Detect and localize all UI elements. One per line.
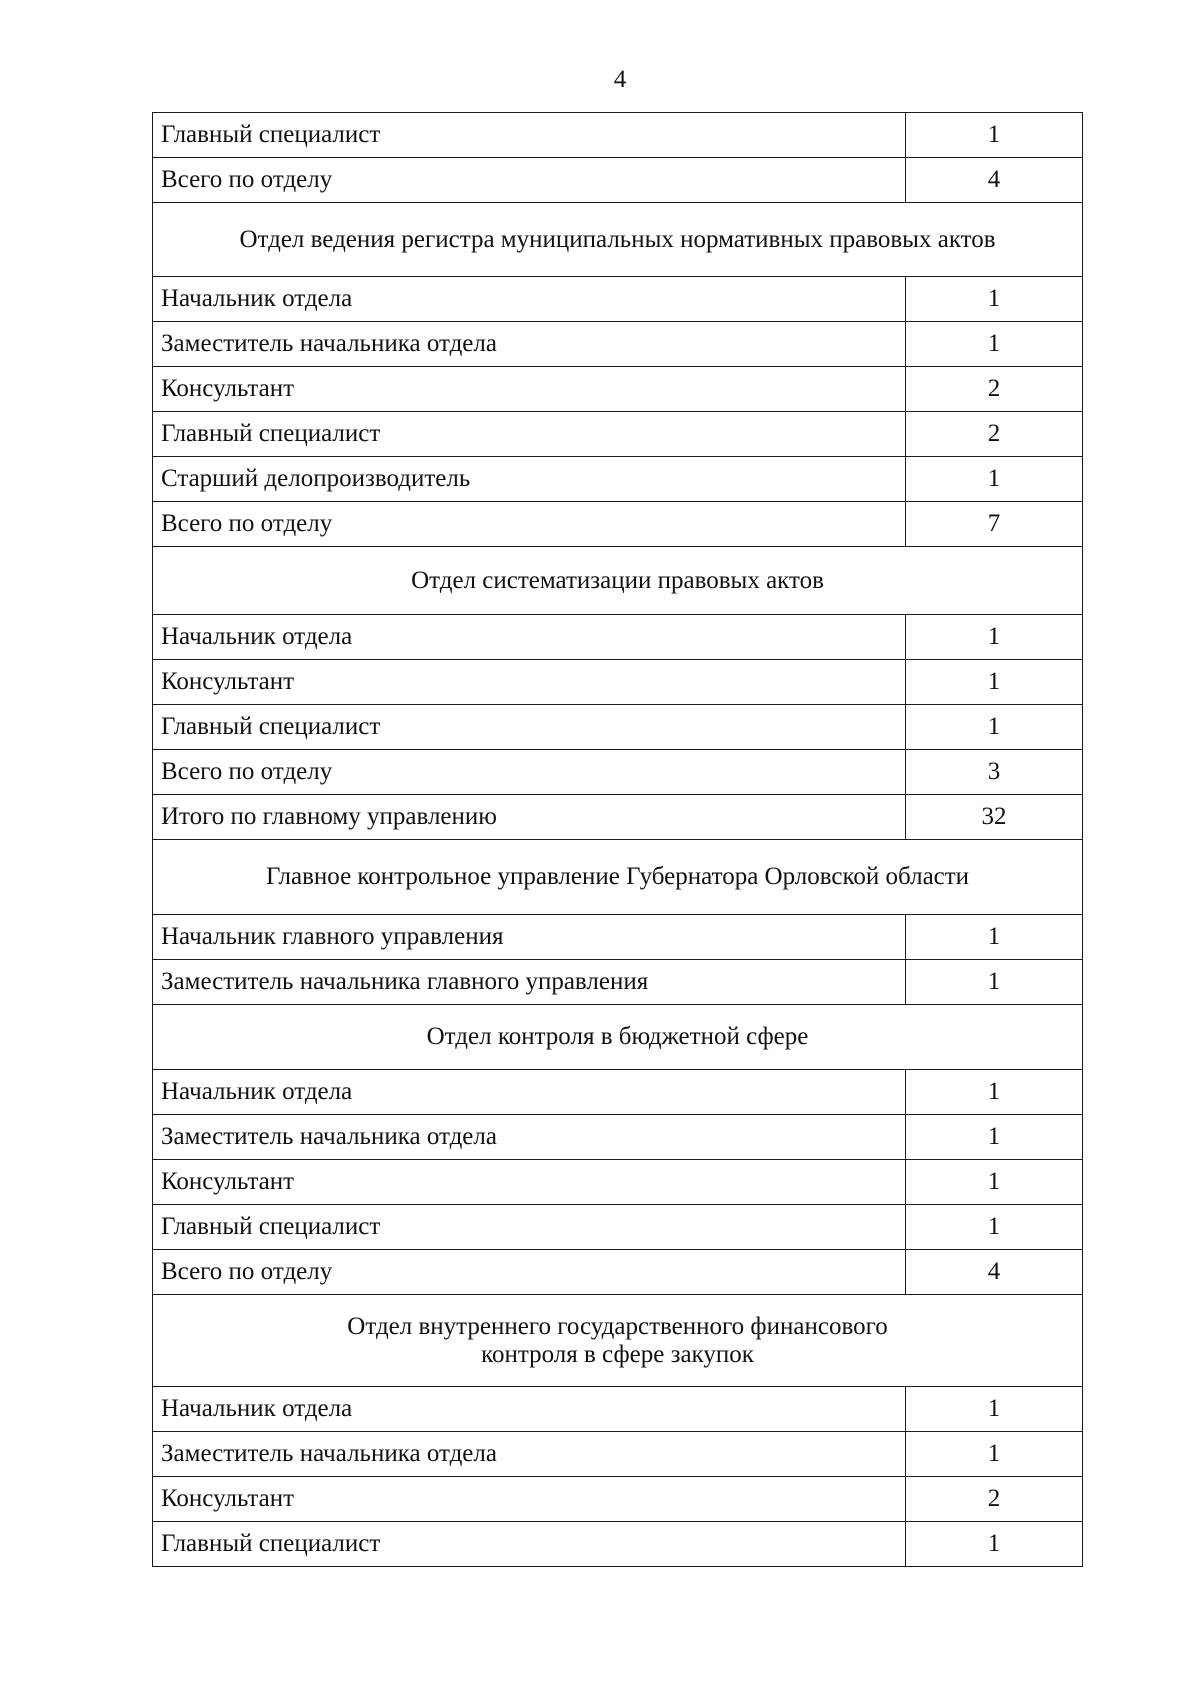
staff-count-cell: 4 (906, 158, 1083, 203)
table-row (153, 1522, 1083, 1567)
table-row (153, 367, 1083, 412)
section-title-line: контроля в сфере закупок (481, 1340, 754, 1368)
table-row (153, 1160, 1083, 1205)
position-name-cell: Начальник отдела (153, 277, 906, 322)
staff-count-cell: 1 (906, 1522, 1083, 1567)
staff-count-cell: 1 (906, 1387, 1083, 1432)
position-name-cell: Главный специалист (153, 412, 906, 457)
table-row (153, 960, 1083, 1005)
position-name-cell: Заместитель начальника отдела (153, 322, 906, 367)
table-row (153, 1250, 1083, 1295)
staffing-table (152, 112, 1083, 1567)
staff-count-cell: 1 (906, 660, 1083, 705)
position-name-cell: Итого по главному управлению (153, 795, 906, 840)
staff-count-cell: 1 (906, 915, 1083, 960)
section-title (153, 840, 1083, 915)
position-name-cell: Начальник главного управления (153, 915, 906, 960)
position-name-cell: Начальник отдела (153, 615, 906, 660)
position-name-cell: Консультант (153, 1160, 906, 1205)
table-row (153, 322, 1083, 367)
position-name-cell: Начальник отдела (153, 1070, 906, 1115)
section-header-row (153, 1005, 1083, 1070)
table-row (153, 1387, 1083, 1432)
table-row (153, 1115, 1083, 1160)
position-name-cell: Начальник отдела (153, 1387, 906, 1432)
position-name-cell: Всего по отделу (153, 158, 906, 203)
section-title-line: Отдел ведения регистра муниципальных нормативных правовых актов (239, 225, 996, 253)
section-title (153, 547, 1083, 615)
section-title-line: Отдел контроля в бюджетной сфере (426, 1023, 809, 1050)
table-row (153, 1070, 1083, 1115)
position-name-cell: Заместитель начальника отдела (153, 1432, 906, 1477)
section-header-row (153, 1295, 1083, 1387)
table-row (153, 615, 1083, 660)
staff-count-cell: 2 (906, 367, 1083, 412)
section-title-line: Главное контрольное управление Губернатора Орловской области (265, 863, 970, 890)
section-title (153, 203, 1083, 277)
position-name-cell: Консультант (153, 660, 906, 705)
table-row (153, 915, 1083, 960)
section-header-row (153, 203, 1083, 277)
staff-count-cell: 1 (906, 277, 1083, 322)
table-row (153, 502, 1083, 547)
table-row (153, 113, 1083, 158)
staff-count-cell: 1 (906, 1070, 1083, 1115)
position-name-cell: Всего по отделу (153, 750, 906, 795)
position-name-cell: Главный специалист (153, 705, 906, 750)
table-row (153, 705, 1083, 750)
section-title (153, 1295, 1083, 1387)
staff-count-cell: 1 (906, 322, 1083, 367)
section-header-row (153, 547, 1083, 615)
staff-count-cell: 2 (906, 412, 1083, 457)
staff-count-cell: 7 (906, 502, 1083, 547)
table-row (153, 412, 1083, 457)
staff-count-cell: 1 (906, 960, 1083, 1005)
position-name-cell: Заместитель начальника отдела (153, 1115, 906, 1160)
position-name-cell: Всего по отделу (153, 502, 906, 547)
staff-count-cell: 1 (906, 705, 1083, 750)
position-name-cell: Консультант (153, 1477, 906, 1522)
position-name-cell: Главный специалист (153, 1522, 906, 1567)
section-title (153, 1005, 1083, 1070)
staff-count-cell: 1 (906, 1432, 1083, 1477)
table-row (153, 1432, 1083, 1477)
position-name-cell: Старший делопроизводитель (153, 457, 906, 502)
table-row (153, 158, 1083, 203)
staff-count-cell: 1 (906, 1115, 1083, 1160)
position-name-cell: Главный специалист (153, 1205, 906, 1250)
staff-count-cell: 3 (906, 750, 1083, 795)
staff-count-cell: 1 (906, 113, 1083, 158)
staff-count-cell: 4 (906, 1250, 1083, 1295)
staff-count-cell: 32 (906, 795, 1083, 840)
table-row (153, 660, 1083, 705)
section-title-line: Отдел внутреннего государственного финансового (347, 1312, 888, 1340)
section-title-line: Отдел систематизации правовых актов (411, 566, 824, 594)
position-name-cell: Заместитель начальника главного управления (153, 960, 906, 1005)
table-row (153, 277, 1083, 322)
staff-count-cell: 2 (906, 1477, 1083, 1522)
staff-count-cell: 1 (906, 457, 1083, 502)
section-header-row (153, 840, 1083, 915)
position-name-cell: Главный специалист (153, 113, 906, 158)
position-name-cell: Всего по отделу (153, 1250, 906, 1295)
staff-count-cell: 1 (906, 1160, 1083, 1205)
position-name-cell: Консультант (153, 367, 906, 412)
table-row (153, 1477, 1083, 1522)
staff-count-cell: 1 (906, 1205, 1083, 1250)
table-row (153, 1205, 1083, 1250)
staff-count-cell: 1 (906, 615, 1083, 660)
table-row (153, 457, 1083, 502)
page-number: 4 (613, 66, 627, 93)
staffing-table-body (153, 113, 1083, 1567)
table-row (153, 750, 1083, 795)
table-row (153, 795, 1083, 840)
